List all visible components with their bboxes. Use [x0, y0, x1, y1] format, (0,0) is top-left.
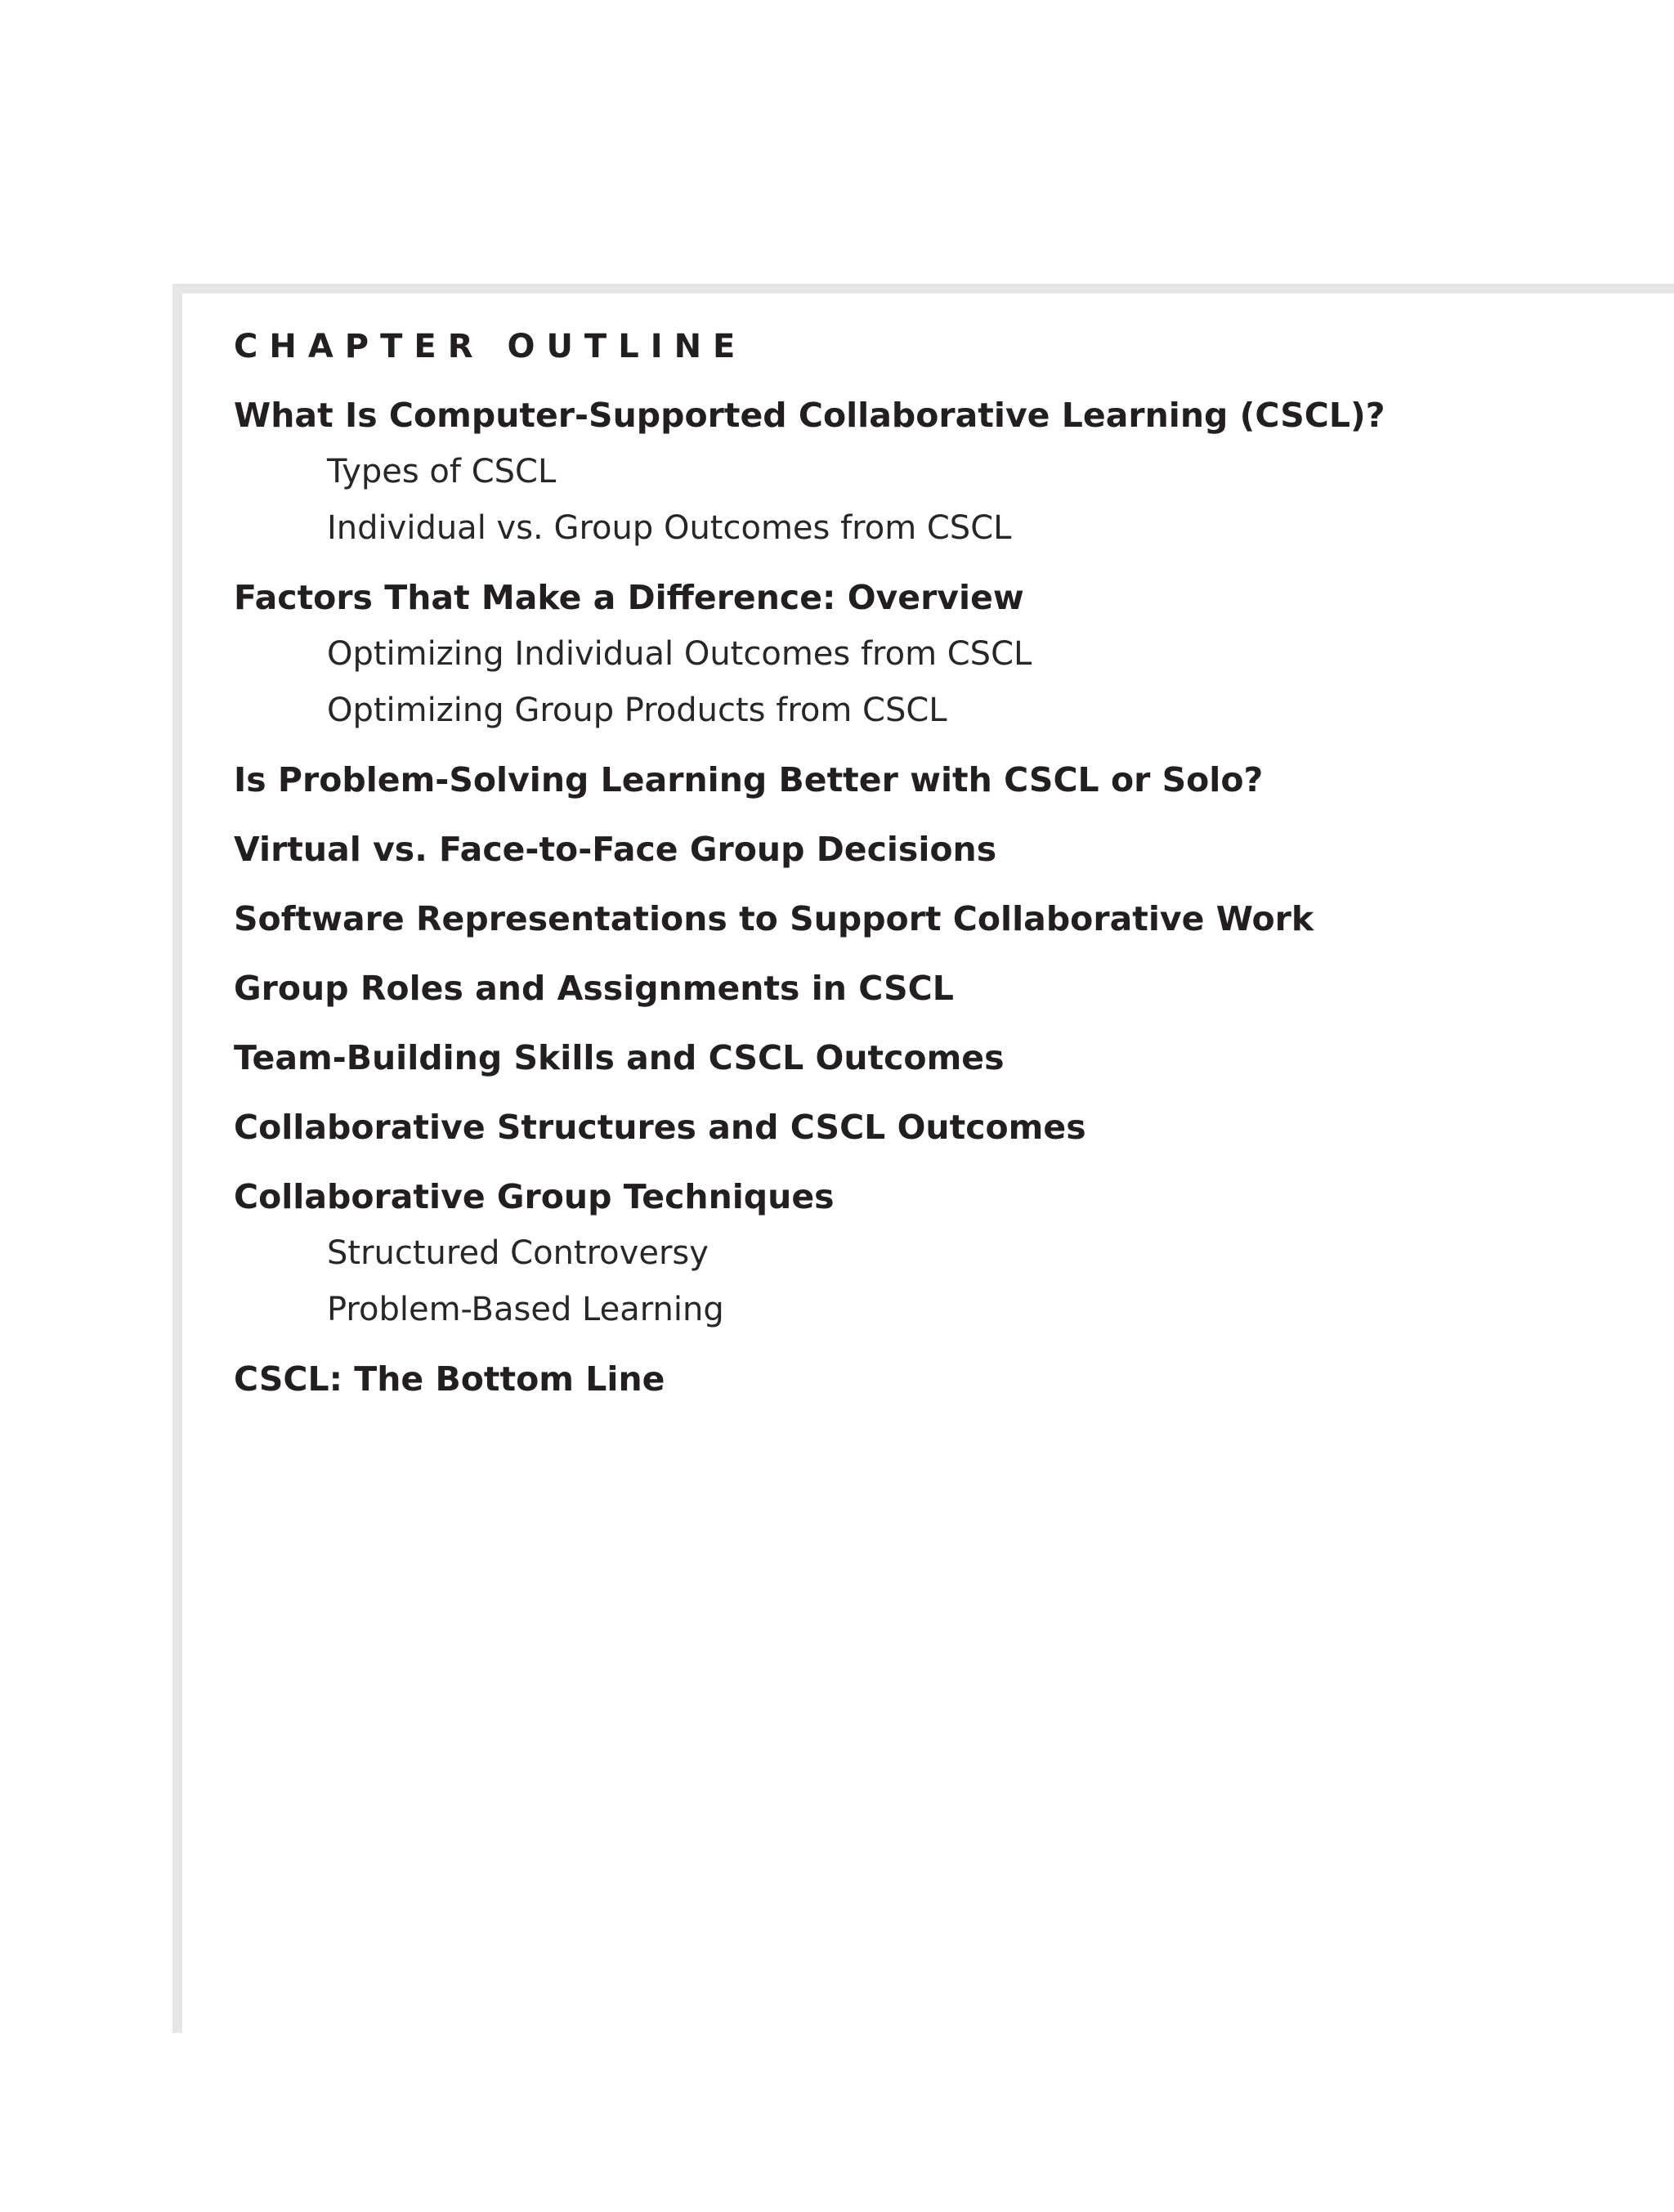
outline-entry [234, 891, 1623, 947]
outline-heading[interactable]: Collaborative Structures and CSCL Outcomes [234, 1108, 1086, 1147]
outline-entry [234, 960, 1623, 1017]
outline-subheading[interactable]: Individual vs. Group Outcomes from CSCL [327, 509, 1012, 547]
outline-entry [234, 822, 1623, 878]
outline-heading[interactable]: Team-Building Skills and CSCL Outcomes [234, 1038, 1005, 1077]
outline-title: CHAPTER OUTLINE [234, 328, 747, 365]
outline-heading[interactable]: Is Problem-Solving Learning Better with CSCL or Solo? [234, 760, 1264, 799]
outline-subheading[interactable]: Structured Controversy [327, 1234, 709, 1272]
outline-subheading[interactable]: Problem-Based Learning [327, 1291, 724, 1328]
outline-entry [234, 570, 1623, 739]
outline-subheading-list [234, 444, 1623, 557]
outline-heading[interactable]: Factors That Make a Difference: Overview [234, 578, 1024, 617]
outline-heading[interactable]: Group Roles and Assignments in CSCL [234, 969, 954, 1008]
outline-heading[interactable]: What Is Computer-Supported Collaborative Learning (CSCL)? [234, 396, 1385, 435]
outline-heading[interactable]: Software Representations to Support Collaborative Work [234, 899, 1314, 938]
outline-entry [234, 387, 1623, 557]
outline-heading[interactable]: CSCL: The Bottom Line [234, 1359, 665, 1399]
chapter-outline [234, 324, 1623, 1408]
outline-subheading-list [234, 626, 1623, 739]
outline-subheading[interactable]: Types of CSCL [327, 453, 557, 490]
outline-entry [234, 752, 1623, 808]
outline-entry [234, 1099, 1623, 1156]
outline-entry [234, 1351, 1623, 1408]
outline-entry [234, 1169, 1623, 1338]
outline-heading[interactable]: Virtual vs. Face-to-Face Group Decisions [234, 830, 997, 869]
outline-subheading[interactable]: Optimizing Individual Outcomes from CSCL [327, 635, 1032, 673]
outline-entry [234, 1030, 1623, 1086]
outline-entries [234, 387, 1623, 1408]
outline-subheading[interactable]: Optimizing Group Products from CSCL [327, 692, 947, 729]
outline-heading[interactable]: Collaborative Group Techniques [234, 1177, 835, 1216]
outline-frame-left-rule [172, 284, 182, 2033]
outline-subheading-list [234, 1225, 1623, 1338]
outline-frame-top-rule [172, 284, 1674, 293]
